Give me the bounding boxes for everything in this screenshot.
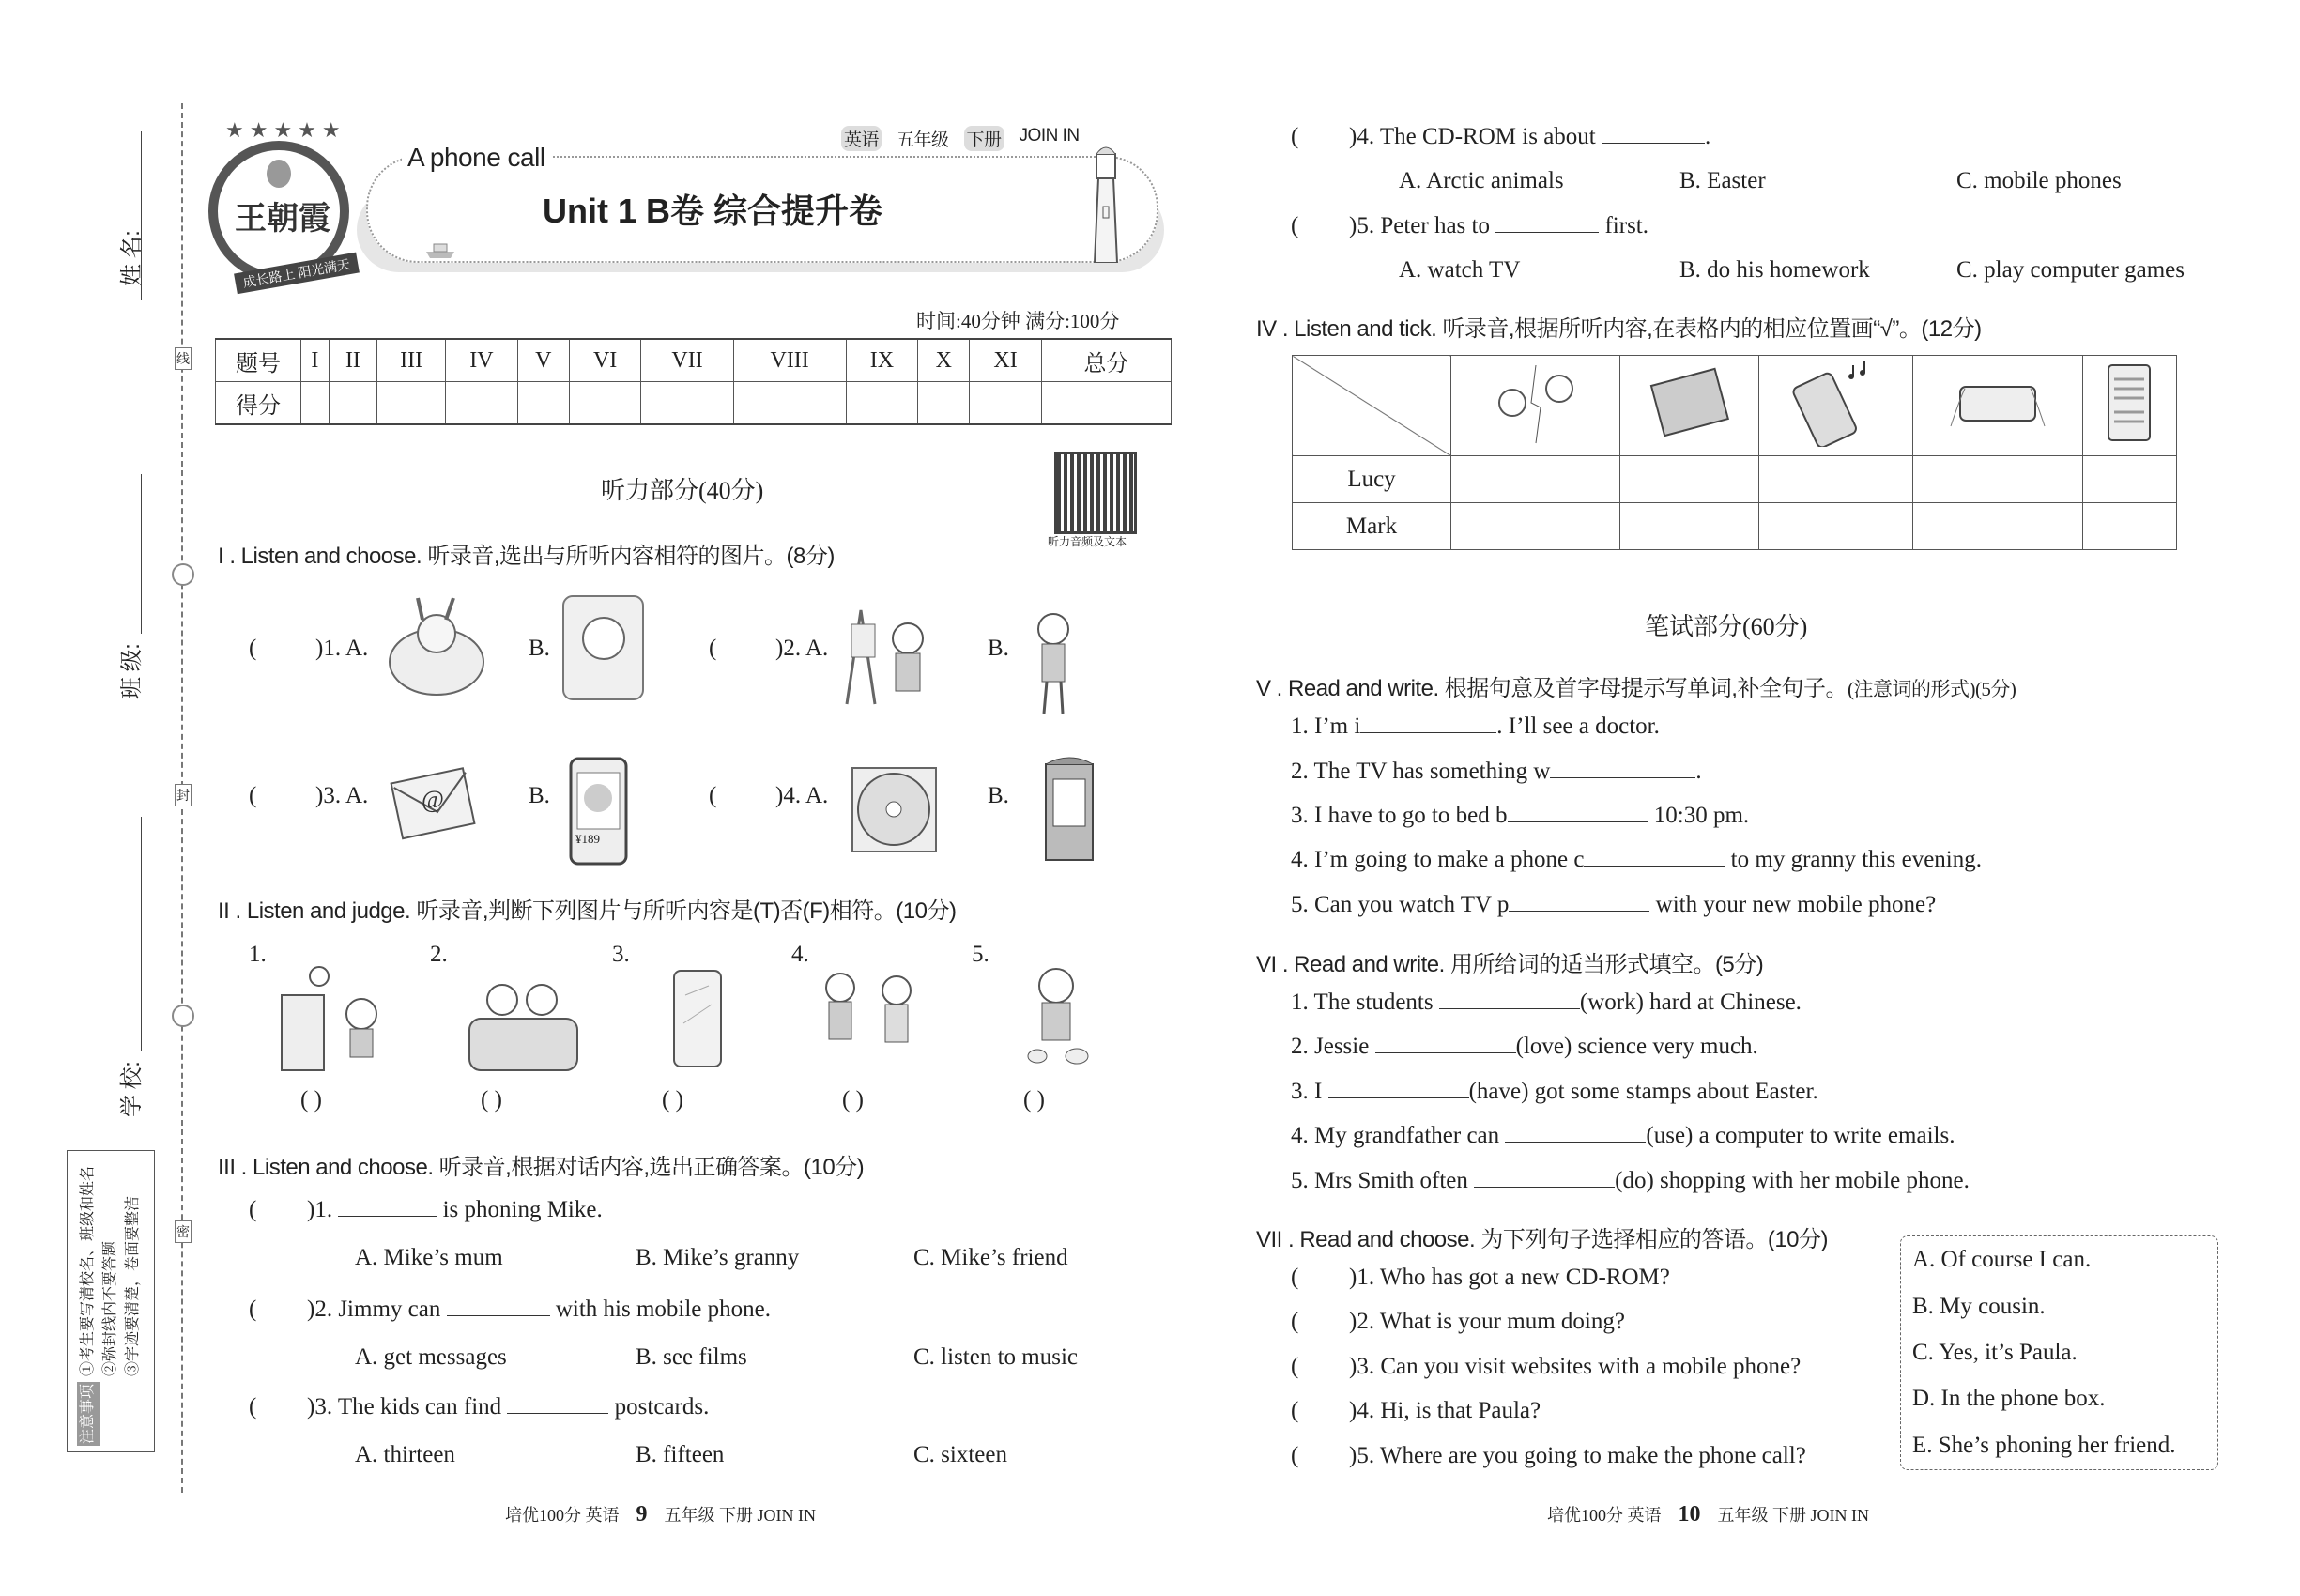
column-header: IX [846, 339, 918, 382]
section-5-header: V . Read and write. 根据句意及首字母提示写单词,补全句子。(注意词的形式)(5分) [1256, 676, 2016, 701]
answer-blank[interactable] [1602, 122, 1705, 144]
answer-blank[interactable] [1550, 757, 1695, 778]
answer-option: A. Of course I can. [1912, 1247, 2092, 1272]
section-3-header: III . Listen and choose. 听录音,根据对话内容,选出正确答案。(10分) [218, 1155, 865, 1180]
score-cell[interactable] [569, 382, 641, 425]
notes-title: 注意事项 [77, 1382, 100, 1446]
fill-item: 5. Can you watch TV p with your new mobile phone? [1291, 892, 1937, 917]
answer-blank[interactable] [1328, 1077, 1469, 1098]
logo-text: 王朝霞 [235, 200, 330, 238]
binding-hole-icon [172, 563, 194, 586]
score-cell[interactable] [846, 382, 918, 425]
option: C. listen to music [913, 1344, 1078, 1370]
boy-with-eggs-picture [1019, 962, 1098, 1070]
score-cell[interactable] [301, 382, 330, 425]
tick-cell[interactable] [1913, 503, 2082, 550]
class-label: 班 级: [119, 643, 145, 699]
cut-mark: 封 [175, 784, 192, 806]
answer-paren[interactable]: ( ) [842, 1087, 864, 1113]
website-picture [2082, 356, 2176, 456]
row-label: Lucy [1293, 456, 1451, 503]
answer-paren[interactable]: ( ) [1023, 1087, 1045, 1113]
tick-cell[interactable] [1913, 456, 2082, 503]
section-4-header: IV . Listen and tick. 听录音,根据所听内容,在表格内的相应位置画“√”。(12分) [1256, 316, 1982, 342]
column-header: III [377, 339, 446, 382]
fill-item: 1. I’m i . I’ll see a doctor. [1291, 714, 1660, 739]
tick-cell[interactable] [2082, 503, 2176, 550]
item-number: 3. [612, 942, 630, 967]
tick-cell[interactable] [1759, 503, 1913, 550]
ship-icon [424, 237, 456, 259]
score-cell[interactable] [446, 382, 518, 425]
stars-icon: ★★★★★ [225, 118, 346, 142]
score-cell[interactable] [918, 382, 970, 425]
fill-item: 2. The TV has something w . [1291, 759, 1702, 784]
diagonal-header-cell [1293, 356, 1451, 456]
option: C. Mike’s friend [913, 1245, 1068, 1270]
column-header: 总分 [1041, 339, 1171, 382]
time-info: 时间:40分钟 满分:100分 [916, 310, 1120, 332]
question-number: )3. A. [315, 783, 369, 808]
answer-blank[interactable] [1439, 988, 1580, 1009]
option: B. Mike’s granny [636, 1245, 800, 1270]
qr-code[interactable] [1057, 454, 1134, 531]
column-header: I [301, 339, 330, 382]
question: ( )1. is phoning Mike. [249, 1197, 603, 1222]
fill-item: 4. My grandfather can (use) a computer to write emails. [1291, 1123, 1955, 1148]
fill-item: 3. I have to go to bed b 10:30 pm. [1291, 803, 1750, 828]
girl-with-cat-picture [559, 591, 648, 704]
row-label: Mark [1293, 503, 1451, 550]
column-header: X [918, 339, 970, 382]
answer-paren: ( [709, 636, 717, 661]
score-cell[interactable] [517, 382, 569, 425]
class-field[interactable] [141, 474, 142, 634]
listening-title: 听力部分(40分) [601, 477, 764, 504]
answer-blank[interactable] [1360, 712, 1496, 733]
binding-hole-icon [172, 1005, 194, 1027]
answer-blank[interactable] [447, 1295, 550, 1316]
answer-paren: ( [249, 636, 257, 661]
school-field[interactable] [141, 817, 142, 1051]
boy-and-girl-picture [812, 967, 925, 1075]
note-item: ②弥封线内不要答题 [102, 1240, 118, 1376]
answer-blank[interactable] [507, 1392, 608, 1414]
row-label: 题号 [216, 339, 301, 382]
option: A. Arctic animals [1399, 168, 1564, 193]
option: A. watch TV [1399, 257, 1521, 283]
score-cell[interactable] [641, 382, 733, 425]
rabbit-picture [380, 596, 498, 704]
question-number: )2. A. [775, 636, 829, 661]
smartphone-picture [667, 967, 728, 1070]
match-item: ( )1. Who has got a new CD-ROM? [1291, 1265, 1670, 1290]
answer-option: E. She’s phoning her friend. [1912, 1433, 2176, 1458]
question: ( )3. The kids can find postcards. [249, 1394, 710, 1420]
cd-rom-picture [850, 765, 939, 854]
tick-cell[interactable] [1451, 456, 1620, 503]
section-6-header: VI . Read and write. 用所给词的适当形式填空。(5分) [1256, 952, 1764, 977]
item-number: 4. [791, 942, 809, 967]
question: ( )4. The CD-ROM is about . [1291, 124, 1711, 149]
tick-cell[interactable] [2082, 456, 2176, 503]
music-phone-picture [1759, 356, 1913, 456]
score-table [215, 338, 1172, 425]
option: C. play computer games [1956, 257, 2185, 283]
score-cell[interactable] [1041, 382, 1171, 425]
tick-cell[interactable] [1620, 503, 1759, 550]
item-number: 5. [972, 942, 989, 967]
score-cell[interactable] [733, 382, 846, 425]
price-tag: ¥189 [575, 832, 600, 846]
answer-blank[interactable] [338, 1195, 437, 1217]
answer-paren: ( [709, 783, 717, 808]
cut-mark: 密 [175, 1220, 192, 1243]
answer-blank[interactable] [1474, 1166, 1615, 1188]
footer-left: 培优100分 英语 9 五年级 下册 JOIN IN [505, 1502, 816, 1527]
name-label: 姓 名: [119, 230, 145, 286]
mobile-phone-picture [568, 756, 629, 867]
video-phone-picture [1913, 356, 2082, 456]
section-1-header: I . Listen and choose. 听录音,选出与所听内容相符的图片。(8分) [218, 544, 835, 569]
section-7-header: VII . Read and choose. 为下列句子选择相应的答语。(10分) [1256, 1227, 1829, 1252]
page-title: Unit 1 B卷 综合提升卷 [543, 192, 883, 230]
answer-blank[interactable] [1505, 1121, 1646, 1143]
match-item: ( )4. Hi, is that Paula? [1291, 1398, 1541, 1423]
score-cell[interactable] [970, 382, 1042, 425]
phone-box-picture [1042, 751, 1096, 862]
match-item: ( )2. What is your mum doing? [1291, 1309, 1625, 1334]
option: B. do his homework [1679, 257, 1870, 283]
match-item: ( )3. Can you visit websites with a mobile phone? [1291, 1354, 1802, 1379]
page-number: 9 [636, 1502, 648, 1527]
fill-item: 1. The students (work) hard at Chinese. [1291, 990, 1802, 1015]
option: B. see films [636, 1344, 747, 1370]
column-header: V [517, 339, 569, 382]
option-b-label: B. [988, 783, 1009, 808]
answer-blank[interactable] [1495, 211, 1599, 233]
question: ( )5. Peter has to first. [1291, 213, 1648, 238]
answer-blank[interactable] [1584, 845, 1725, 867]
tick-cell[interactable] [1620, 456, 1759, 503]
question: ( )2. Jimmy can with his mobile phone. [249, 1297, 771, 1322]
answer-option: B. My cousin. [1912, 1294, 2046, 1319]
page-number: 10 [1678, 1502, 1701, 1527]
question-number: )1. A. [315, 636, 369, 661]
note-item: ①考生要写清校名、班级和姓名 [80, 1165, 96, 1376]
section-2-header: II . Listen and judge. 听录音,判断下列图片与所听内容是(T)否(F)相符。(10分) [218, 898, 957, 924]
phone-call-picture [1451, 356, 1620, 456]
option: A. thirteen [355, 1442, 455, 1467]
option: B. fifteen [636, 1442, 725, 1467]
meta-edition: JOIN IN [1019, 126, 1080, 146]
answer-option: C. Yes, it’s Paula. [1912, 1340, 2078, 1365]
email-picture [390, 760, 483, 854]
column-header: VIII [733, 339, 846, 382]
option: A. get messages [355, 1344, 507, 1370]
row-label: 得分 [216, 382, 301, 425]
tick-cell[interactable] [1451, 503, 1620, 550]
logo-ribbon: 成长路上 阳光满天 [234, 253, 359, 295]
lighthouse-icon [1089, 141, 1123, 263]
column-header: VI [569, 339, 641, 382]
cd-rom-picture [1620, 356, 1759, 456]
option: C. sixteen [913, 1442, 1007, 1467]
note-item: ③字迹要清楚，卷面要整洁 [125, 1195, 141, 1376]
option-b-label: B. [529, 636, 550, 661]
fill-item: 5. Mrs Smith often (do) shopping with her mobile phone. [1291, 1168, 1970, 1193]
answer-options-box [1900, 1235, 2218, 1470]
item-number: 2. [430, 942, 448, 967]
item-number: 1. [249, 942, 267, 967]
boy-painting-picture [837, 601, 945, 709]
option-b-label: B. [529, 783, 550, 808]
tick-cell[interactable] [1759, 456, 1913, 503]
answer-paren: ( [249, 783, 257, 808]
cut-mark: 线 [175, 347, 192, 370]
girl-with-drawers-picture [277, 962, 394, 1075]
score-cell[interactable] [329, 382, 376, 425]
column-header: II [329, 339, 376, 382]
answer-blank[interactable] [1509, 890, 1649, 912]
boy-standing-picture [1023, 606, 1084, 718]
column-header: XI [970, 339, 1042, 382]
family-on-sofa-picture [465, 967, 582, 1075]
unit-subtitle: A phone call [402, 143, 551, 173]
answer-option: D. In the phone box. [1912, 1386, 2106, 1411]
school-label: 学 校: [119, 1061, 145, 1117]
option: A. Mike’s mum [355, 1245, 503, 1270]
fill-item: 2. Jessie (love) science very much. [1291, 1034, 1758, 1059]
qr-caption: 听力音频及文本 [1048, 535, 1127, 548]
meta-term: 下册 [964, 126, 1004, 151]
footer-right: 培优100分 英语 10 五年级 下册 JOIN IN [1547, 1502, 1869, 1527]
meta-subject: 英语 [841, 126, 882, 151]
notes-box [67, 1150, 155, 1452]
writing-title: 笔试部分(60分) [1645, 613, 1808, 640]
tick-table [1292, 355, 2177, 550]
fill-item: 4. I’m going to make a phone c to my granny this evening. [1291, 847, 1982, 872]
answer-paren[interactable]: ( ) [481, 1087, 502, 1113]
option-b-label: B. [988, 636, 1009, 661]
column-header: VII [641, 339, 733, 382]
column-header: IV [446, 339, 518, 382]
answer-paren[interactable]: ( ) [662, 1087, 683, 1113]
portrait-icon [267, 160, 291, 188]
question-number: )4. A. [775, 783, 829, 808]
fill-item: 3. I (have) got some stamps about Easter. [1291, 1079, 1818, 1104]
option: B. Easter [1679, 168, 1766, 193]
answer-paren[interactable]: ( ) [300, 1087, 322, 1113]
svg-text:@: @ [422, 786, 444, 813]
match-item: ( )5. Where are you going to make the phone call? [1291, 1443, 1806, 1468]
score-cell[interactable] [377, 382, 446, 425]
option: C. mobile phones [1956, 168, 2122, 193]
answer-blank[interactable] [1375, 1032, 1516, 1053]
answer-blank[interactable] [1508, 801, 1648, 822]
meta-grade: 五年级 [897, 130, 949, 150]
name-field[interactable] [141, 131, 142, 300]
